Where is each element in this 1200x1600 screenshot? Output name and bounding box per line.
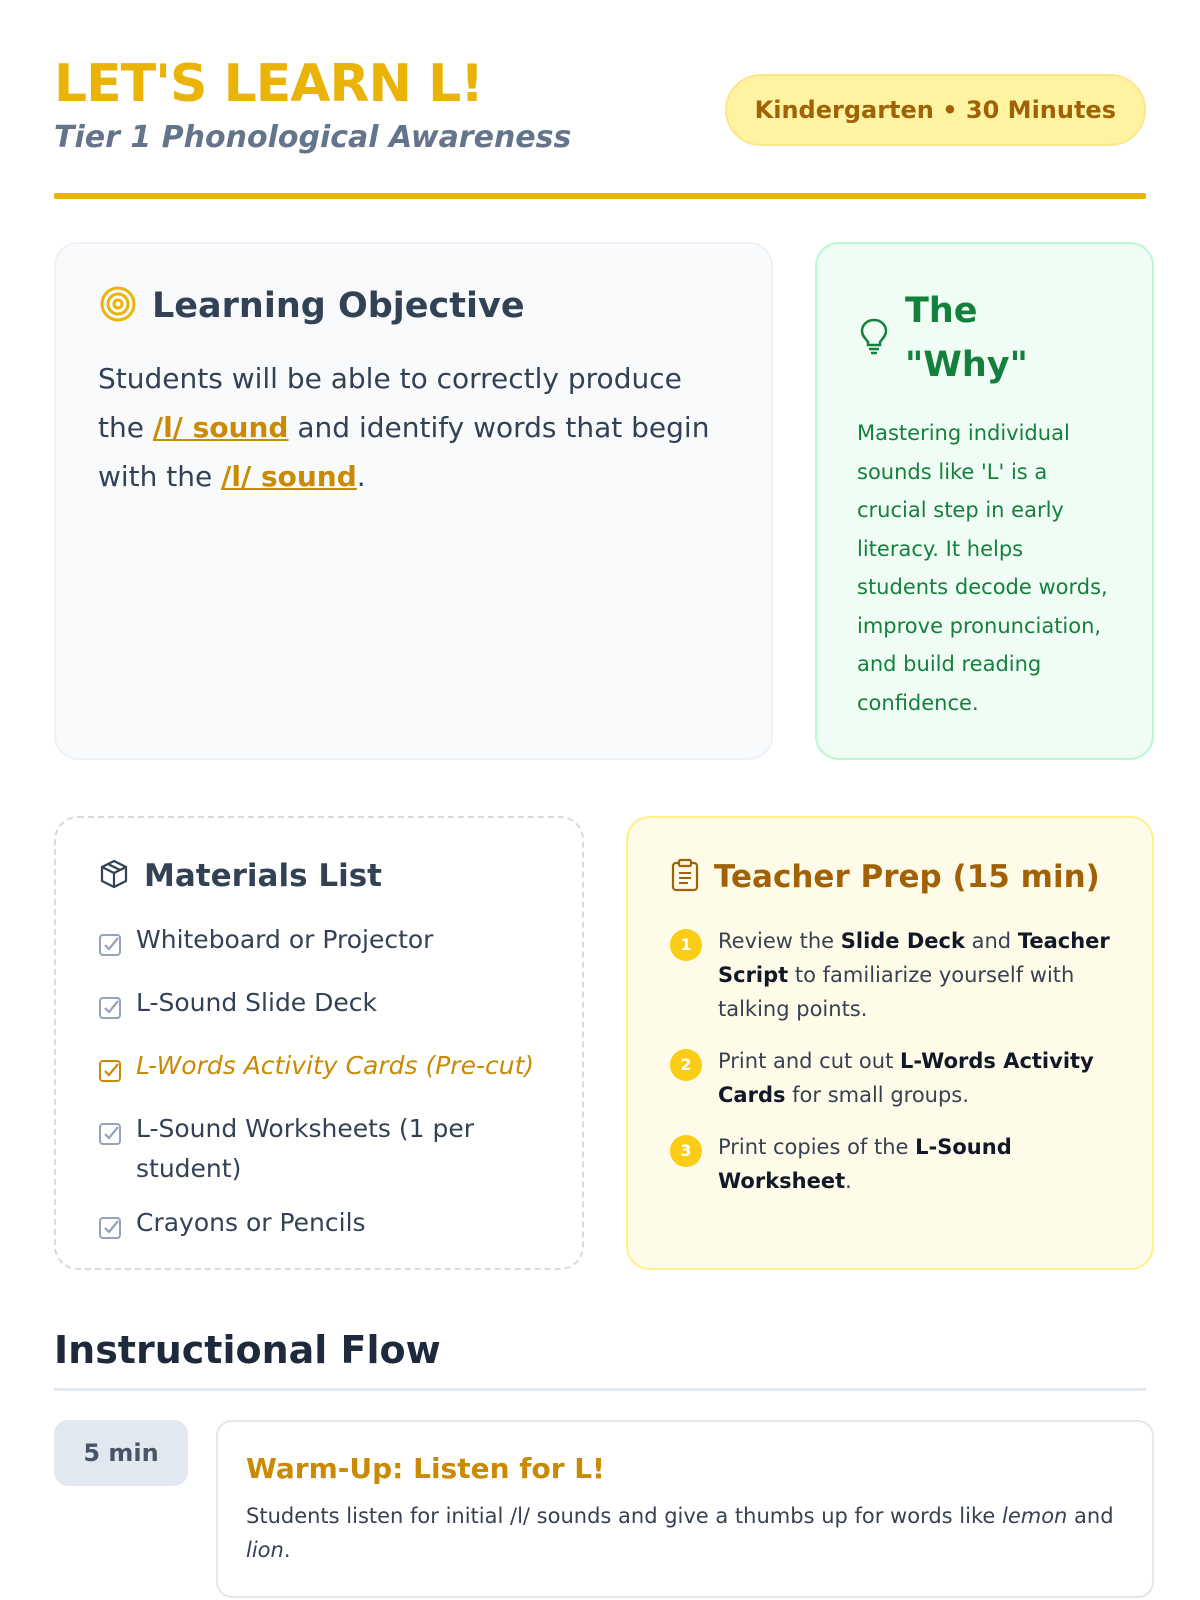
checkbox-icon: [98, 992, 122, 1032]
why-card: [815, 242, 1154, 760]
why-title: The "Why": [905, 291, 1028, 385]
flow-divider: [54, 1388, 1146, 1391]
checkbox-icon: [98, 1055, 122, 1095]
time-badge: 5 min: [54, 1420, 188, 1486]
prep-steps: [670, 924, 1110, 1198]
learning-objective-card: [54, 242, 773, 760]
material-item: Whiteboard or Projector: [98, 920, 540, 969]
material-item: Crayons or Pencils: [98, 1203, 540, 1252]
flow-step-description: Students listen for initial /l/ sounds and give a thumbs up for words like lemon and lion.: [246, 1504, 1114, 1562]
step-number: 2: [670, 1049, 702, 1081]
learning-objective-title: Learning Objective: [152, 286, 525, 326]
clipboard-icon: [670, 858, 700, 896]
prep-step: 1 Review the Slide Deck and Teacher Script to familiarize yourself with talking points.: [670, 924, 1110, 1026]
step-number: 3: [670, 1135, 702, 1167]
checkbox-icon: [98, 1118, 122, 1158]
grade-duration-badge: Kindergarten • 30 Minutes: [725, 74, 1146, 146]
materials-title: Materials List: [144, 858, 382, 894]
sound-highlight: /l/ sound: [152, 411, 289, 444]
flow-step-card: [216, 1420, 1154, 1598]
checkbox-icon: [98, 1212, 122, 1252]
prep-step: 2 Print and cut out L-Words Activity Cards for small groups.: [670, 1044, 1110, 1112]
material-item: L-Sound Slide Deck: [98, 983, 540, 1032]
header-divider: [54, 193, 1146, 199]
sound-highlight: /l/ sound: [221, 460, 357, 493]
instructional-flow-title: Instructional Flow: [54, 1328, 441, 1372]
page-subtitle: Tier 1 Phonological Awareness: [54, 120, 572, 155]
why-text: Mastering individual sounds like 'L' is a crucial step in early literacy. It helps students decode words, improve pronunciation, and build reading confidence.: [857, 421, 1108, 715]
flow-step-title: Warm-Up: Listen for L!: [246, 1452, 605, 1485]
step-number: 1: [670, 929, 702, 961]
teacher-prep-title: Teacher Prep (15 min): [714, 859, 1100, 895]
materials-card: [54, 816, 584, 1270]
lightbulb-icon: [857, 316, 891, 360]
box-icon: [98, 858, 130, 894]
page-header: [54, 52, 1146, 202]
target-icon: [98, 284, 138, 328]
page-title: LET'S LEARN L!: [54, 54, 484, 114]
material-item: L-Sound Worksheets (1 per student): [98, 1109, 540, 1189]
prep-step: 3 Print copies of the L-Sound Worksheet.: [670, 1130, 1110, 1198]
material-item-highlighted: L-Words Activity Cards (Pre-cut): [98, 1046, 540, 1095]
teacher-prep-card: [626, 816, 1154, 1270]
checkbox-icon: [98, 929, 122, 969]
materials-list: [98, 920, 540, 1252]
learning-objective-text: Students will be able to correctly produce the /l/ sound and identify words that begin with the /l/ sound.: [98, 362, 710, 493]
